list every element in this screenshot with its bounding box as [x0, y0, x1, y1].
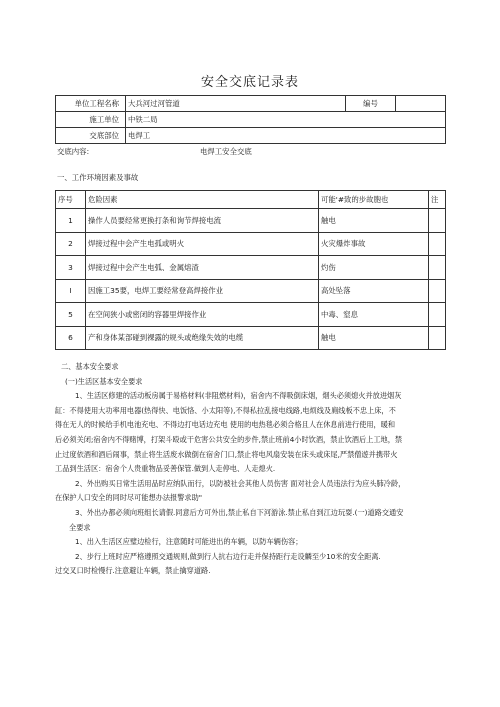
sub1-title: (一)生活区基本安全要求: [65, 376, 143, 386]
row-no: I: [56, 279, 86, 303]
number-value: [396, 96, 446, 112]
body-line: 在保护人口安全的同时尽可能想办法报警求助": [55, 493, 203, 503]
body-line: 2、步行上班时应严格遵照交通规则,做到行人抗右边行走并保持距行走设麟至少10米的安全距离.: [75, 551, 381, 561]
col-header-note: 注: [429, 191, 446, 209]
page-title: 安全交底记录表: [200, 75, 299, 90]
row-result: 高处坠落: [319, 279, 429, 303]
body-line: 后必须关闭;宿舍内不得赌博，打架斗殴或干危害公共安全的步件,禁止班前4小时饮酒，禁止饮酒后上工地，禁: [55, 434, 403, 444]
body-line: 止过度依酒和酒后闹事，禁止将生活废水做倒在宿舍门口,禁止将电风扇安装在床头或床尾,严禁僧遊并携带火: [55, 449, 398, 459]
disclosure-value: 电焊工安全交底: [200, 147, 252, 156]
row-result: 触电: [319, 326, 429, 350]
requirements-body: [55, 360, 445, 579]
disclosure-label: 交底内容:: [57, 147, 90, 156]
body-line: 1、出入生活区应璧边检行，注意随时可能进出的车辆，以防车辆伤容；: [75, 537, 303, 547]
row-factor: 在空间狭小或密闭的容器里焊接作业: [86, 303, 319, 327]
section1-title: 一、工作环境因素及事故: [57, 173, 139, 182]
row-no: 2: [56, 232, 86, 256]
row-factor: 焊接过程中会产生电孤或明火: [86, 232, 319, 256]
row-note: [429, 279, 446, 303]
section2-title: 二、基本安全要求: [61, 362, 119, 371]
row-factor: 焊接过程中会产生电弧、金属熔渣: [86, 256, 319, 280]
col-header-result: 可能'#致的步故胞也: [319, 191, 429, 209]
body-line: 1、生活区修建的活动板房属于易格材料(非阻燃材料)，宿舍内不得吸倒床烟，烟头必须熄火并放进烟灰: [75, 391, 402, 401]
row-note: [429, 326, 446, 350]
row-result: 灼伤: [319, 256, 429, 280]
part-label: 交底部位: [56, 128, 126, 144]
header-table: [55, 95, 446, 144]
number-label: 编号: [346, 96, 396, 112]
part-value: 电焊工: [126, 128, 446, 144]
table-row: [56, 303, 446, 327]
unit-value: 大兵河过河管道: [126, 96, 346, 112]
body-line: 全要求: [69, 522, 91, 532]
row-result: 触电: [319, 209, 429, 233]
row-note: [429, 209, 446, 233]
body-line: 工品到生活区：宿舍个人贵重物品妥善保管.做到人走停电、人走熄火.: [55, 464, 276, 474]
row-note: [429, 232, 446, 256]
risk-table-header: [56, 191, 446, 209]
row-no: 1: [56, 209, 86, 233]
table-row: [56, 209, 446, 233]
row-no: 6: [56, 326, 86, 350]
row-result: 火灾爆炸事故: [319, 232, 429, 256]
table-row: [56, 326, 446, 350]
row-result: 中毒、窒息: [319, 303, 429, 327]
row-factor: 产和身体某部碰到裸露的规头或绝缘失效的电缆: [86, 326, 319, 350]
body-line: 2、外出购买日常生活用品时应纳队而行，以防被社会其他人员伤害 面对社会人员违法行为应头肺冷龄，: [75, 478, 406, 488]
col-header-factor: 危险因素: [86, 191, 319, 209]
row-factor: 因施工35要，电焊工要经常登高焊接作业: [86, 279, 319, 303]
header-form: [55, 95, 445, 144]
row-note: [429, 303, 446, 327]
builder-value: 中铁二局: [126, 112, 446, 128]
table-row: [56, 232, 446, 256]
row-factor: 操作人员要经常更换打条和询节焊接电流: [86, 209, 319, 233]
body-line: 3、外出办都必须向班组长请假.同意后方可外出,禁止私自下河游泳.禁止私自到江边玩耍.(一)道路交通安: [75, 507, 404, 517]
unit-label: 单位工程名称: [56, 96, 126, 112]
risk-table: [55, 190, 446, 350]
row-no: 5: [56, 303, 86, 327]
body-line: 缸：不得使用大功率用电器(热得快、电饭恪、小太阳等),不得私拉乱接电线路,电烦线及廁线板不忠上床，不: [55, 405, 396, 415]
builder-label: 施工单位: [56, 112, 126, 128]
body-line: 得在无人的时候给手机电池充电、不得边打电话边充电 使用的电热毯必须合格且人在休息前进行使用，暖和: [55, 420, 396, 430]
col-header-no: 序号: [56, 191, 86, 209]
table-row: [56, 279, 446, 303]
row-note: [429, 256, 446, 280]
body-line: 过交叉口时检慢行.注意避让车辆，禁止擒穿道路.: [55, 566, 211, 576]
table-row: [56, 256, 446, 280]
row-no: 3: [56, 256, 86, 280]
